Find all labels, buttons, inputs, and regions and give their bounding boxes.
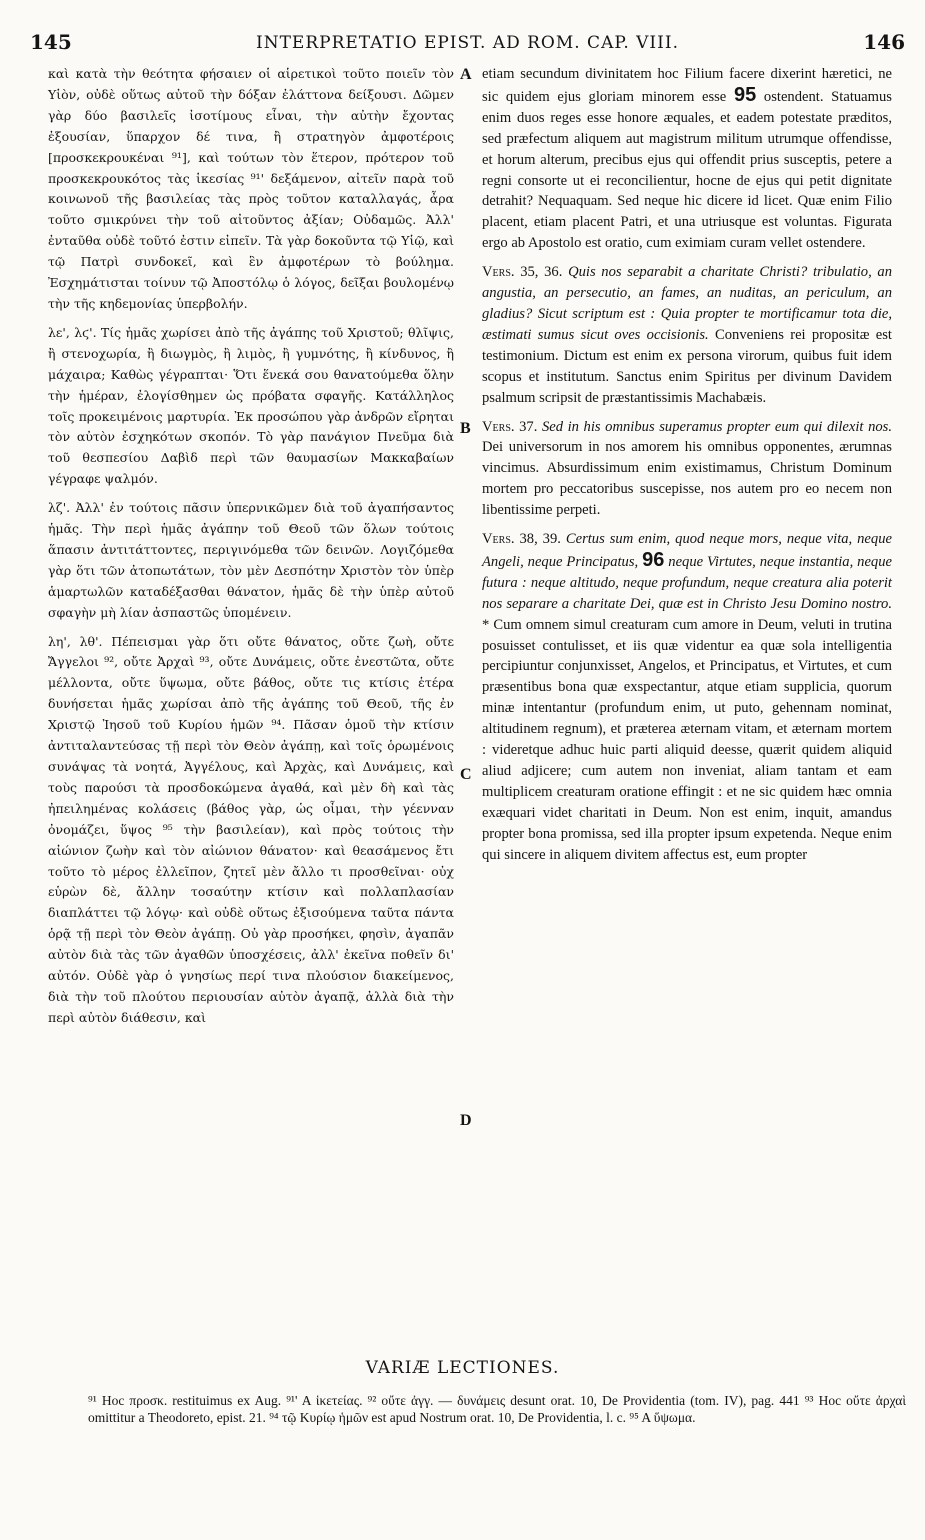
greek-verse-37: λζ'. Ἀλλ' ἐν τούτοις πᾶσιν ὑπερνικῶμεν διὰ τοῦ ἀγαπήσαντος ἡμᾶς. Τὴν περὶ ἡμᾶς ἀγάπην τοῦ Θεοῦ τῶν ὅλων τούτοις ἅπασιν ἀντιτάττοντες, περιγινόμεθα τῶν δεινῶν. Λογιζόμεθα γὰρ ὅτι τῶν ἀτοπωτάτων, τὸν μὲν Δεσπότην Χριστὸν τὸν ὑπὲρ ἁμαρτωλῶν καταδέξασθαι θάνατον, ἡμᾶς δὲ τὴν ὑπὲρ αὐτοῦ σφαγὴν μὴ λίαν ἀσπαστῶς ὑπομένειν.: [48, 500, 454, 620]
greek-verse-35-36: λε', λϛ'. Τίς ἡμᾶς χωρίσει ἀπὸ τῆς ἀγάπης τοῦ Χριστοῦ; θλῖψις, ἢ στενοχωρία, ἢ διωγμὸς, ἢ λιμὸς, ἢ γυμνότης, ἢ κίνδυνος, ἢ μάχαιρα; Καθὼς γέγραπται· Ὅτι ἕνεκά σου θανατούμεθα ὅλην τὴν ἡμέραν, ἐλογίσθημεν ὡς πρόβατα σφαγῆς. Κατάλληλος τοῖς προκειμένοις μαρτυρία. Ἐκ προσώπου γὰρ ἀνδρῶν εἴρηται τὸν αὐτὸν ἐσχηκότων σκοπόν. Τὸ γὰρ πανάγιον Πνεῦμα διὰ τοῦ θεσπεσίου Δαβὶδ περὶ τῶν θαυμασίων Μακκαβαίων γέγραφε ψαλμόν.: [48, 324, 454, 487]
greek-column: [48, 64, 454, 1037]
running-title: INTERPRETATIO EPIST. AD ROM. CAP. VIII.: [256, 33, 679, 53]
variants-title: VARIÆ LECTIONES.: [365, 1358, 560, 1378]
column-number-96: 96: [642, 548, 665, 571]
latin-verse-38-39: Vers. 38, 39. Certus sum enim, quod neque mors, neque vita, neque Angeli, neque Principatus, 96 neque Virtutes, neque instantia, neque futura : neque altitudo, neque profundum, neque creatura alia poterit nos separare a charitate Dei, quæ est in Christo Jesu Domino nostro. * Cum omnem simul creaturam cum amore in Deum, veluti in trutina posuisset contulisset, et iis quæ videntur ea quæ sola intelligentia percipiuntur conjunxisset, Angelos, et Principatus, et Virtutes, et cum præsentibus bona quæ exspectantur, atque etiam supplicia, quorum minæ intentantur (profundum enim, ut puto, gehennam nominat, altitudinem regnum), et præterea æternam vitam, et æternam mortem : videretque adhuc huic parti aliquid deesse, quærit quidem aliquid aliud adjicere; cum autem non inveniat, aliam tantam et eam multiplicem creaturam oratione effingit : et ne sic quidem hæc omnia exæquari videt charitati in Deum. Non est enim, inquit, amandus propter bona promissa, sed illa propter ipsum expetenda. Neque enim qui sincere in aliquem divitem affectus est, eum propter: [482, 531, 892, 863]
latin-paragraph: etiam secundum divinitatem hoc Filium facere dixerint hæretici, ne sic quidem ejus gloriam minorem esse 95 ostendent. Statuamus enim duos reges esse honore æquales, et eadem potestate præditos, sed præfectum aliquem aut magistrum militum utrumque offendisse, et horum alterum, precibus ejus qui offendit prius susceptis, petere a regni consorte ut ei reconcilientur, hocne de ejus qui petit dignitate detrahit? Nequaquam. Sed neque hic dicere id licet. Quæ enim Filio placent, etiam placent Patri, et una utriusque est voluntas. Figurata ergo ab Apostolo est oratio, cum eximiam curam vellet ostendere.: [482, 66, 892, 252]
latin-verse-37: Vers. 37. Sed in his omnibus superamus propter eum qui dilexit nos. Dei universorum in nos amorem his omnibus opponentes, ærumnas vincimus. Absurdissimum enim existimamus, Christum Dominum mortem pro peccatoribus suscepisse, nos autem pro eo necem non libentissime perpeti.: [482, 418, 892, 519]
greek-verse-38-39: λη', λθ'. Πέπεισμαι γὰρ ὅτι οὔτε θάνατος, οὔτε ζωὴ, οὔτε Ἄγγελοι ⁹², οὔτε Ἀρχαὶ ⁹³, οὔτε Δυνάμεις, οὔτε ἐνεστῶτα, οὔτε μέλλοντα, οὔτε ὕψωμα, οὔτε βάθος, οὔτε τις κτίσις ἑτέρα δυνήσεται ἡμᾶς χωρίσαι ἀπὸ τῆς ἀγάπης τοῦ Θεοῦ, τῆς ἐν Χριστῷ Ἰησοῦ τοῦ Κυρίου ἡμῶν ⁹⁴. Πᾶσαν ὁμοῦ τὴν κτίσιν ἀντιταλαντεύσας τῇ περὶ τὸν Θεὸν ἀγάπῃ, καὶ τοῖς ὁρωμένοις συνάψας τὰ νοητά, Ἀγγέλους, καὶ Ἀρχὰς, καὶ Δυνάμεις, καὶ τοὺς παρούσι τὰ προσδοκώμενα ἀγαθά, καὶ μὲν δὴ καὶ τὰς ἠπειλημένας κολάσεις (βάθος γὰρ, ὡς οἶμαι, τὴν γέενναν ὀνομάζει, ὕψος ⁹⁵ τὴν βασιλείαν), καὶ πρὸς τούτοις τὴν αἰώνιον ζωὴν καὶ τὸν αἰώνιον θάνατον· καὶ θεασάμενος ἔτι τοῦτο τὸ μέρος ἐλλεῖπον, ζητεῖ μὲν ἄλλο τι προσθεῖναι· οὐχ εὑρὼν δὲ, ἄλλην τοσαύτην κτίσιν καὶ πολλαπλασίαν διαπλάττει τῷ λόγῳ· καὶ οὐδὲ οὕτως ἐξισούμενα ταῦτα πάντα ὁρᾷ τῇ περὶ τὸν Θεὸν ἀγάπῃ. Οὐ γὰρ προσήκει, φησὶν, ἀγαπᾶν αὐτὸν διὰ τὰς τῶν ἀγαθῶν ὑποσχέσεις, ἀλλ' ἐκεῖνα ποθεῖν δι' αὐτόν. Οὐδὲ γὰρ ὁ γνησίως περί τινα πλούσιον διακείμενος, διὰ τὴν τοῦ πλούτου περιουσίαν αὐτὸν ἀγαπᾷ, ἀλλὰ διὰ τὴν περὶ αὐτὸν διάθεσιν, καὶ: [48, 633, 454, 1025]
latin-verse-35-36: Vers. 35, 36. Quis nos separabit a charitate Christi? tribulatio, an angustia, an persecutio, an fames, an nuditas, an periculum, an gladius? Sicut scriptum est : Quia propter te mortificamur tota die, æstimati sumus sicut oves occisionis. Conveniens rei propositæ est testimonium. Dictum est enim ex persona virorum, quibus fuit idem scopus et institutum. Sanctus enim Spiritus per divinum Davidem psalmum scripsit de præstantissimis Machabæis.: [482, 264, 893, 406]
margin-letter-a: A: [460, 66, 472, 83]
margin-letter-d: D: [460, 1112, 472, 1129]
margin-letter-c: C: [460, 766, 472, 783]
page-number-left: 145: [30, 30, 72, 54]
page-number-right: 146: [863, 30, 905, 54]
page-header: [30, 30, 905, 60]
variant-readings-text: ⁹¹ Hoc προσκ. restituimus ex Aug. ⁹¹' A ἱκετείας. ⁹² οὔτε ἀγγ. — δυνάμεις desunt orat. 10, De Providentia (tom. IV), pag. 441 ⁹³ Hoc οὔτε ἀρχαὶ omittitur a Theodoreto, epist. 21. ⁹⁴ τῷ Κυρίῳ ἡμῶν est apud Nostrum orat. 10, De Providentia, l. c. ⁹⁵ A ὕψωμα.: [88, 1393, 906, 1425]
latin-column: [482, 64, 892, 874]
column-number-95: 95: [733, 83, 757, 106]
greek-paragraph: καὶ κατὰ τὴν θεότητα φήσαιεν οἱ αἱρετικοὶ τοῦτο ποιεῖν τὸν Υἱὸν, οὐδὲ οὕτως αὐτοῦ τὴν δόξαν ἐλάττονα δείξουσι. Δῶμεν γὰρ δύο βασιλεῖς ἰσοτίμους εἶναι, τὴν αὐτὴν ἔχοντας ἐξουσίαν, ὕπαρχον δέ τινα, ἢ στρατηγὸν ἀμφοτέροις [προσκεκρουκέναι ⁹¹], καὶ τούτων τὸν ἕτερον, πρότερον τοῦ προσκεκρουκότος τὰς ἱκεσίας ⁹¹' δεξάμενον, αἰτεῖν παρὰ τοῦ κοινωνοῦ τῆς βασιλείας τὰς πρὸς τοῦτον καταλλαγάς, ἆρα τοῦτο σμικρύνει τὴν τοῦ αἰτοῦντος ἀξίαν; Οὐδαμῶς. Ἀλλ' ἐνταῦθα οὐδὲ τοῦτό ἐστιν εἰπεῖν. Τὰ γὰρ δοκοῦντα τῷ Υἱῷ, καὶ τῷ Πατρὶ συνδοκεῖ, καὶ ἓν ἀμφοτέρων τὸ βούλημα. Ἐσχημάτισται τοίνυν τῷ Ἀποστόλῳ ὁ λόγος, δεῖξαι βουλομένῳ τὴν τῆς κηδεμονίας ὑπερβολήν.: [48, 66, 454, 311]
margin-letter-b: B: [460, 420, 471, 437]
variant-readings: [88, 1392, 906, 1426]
